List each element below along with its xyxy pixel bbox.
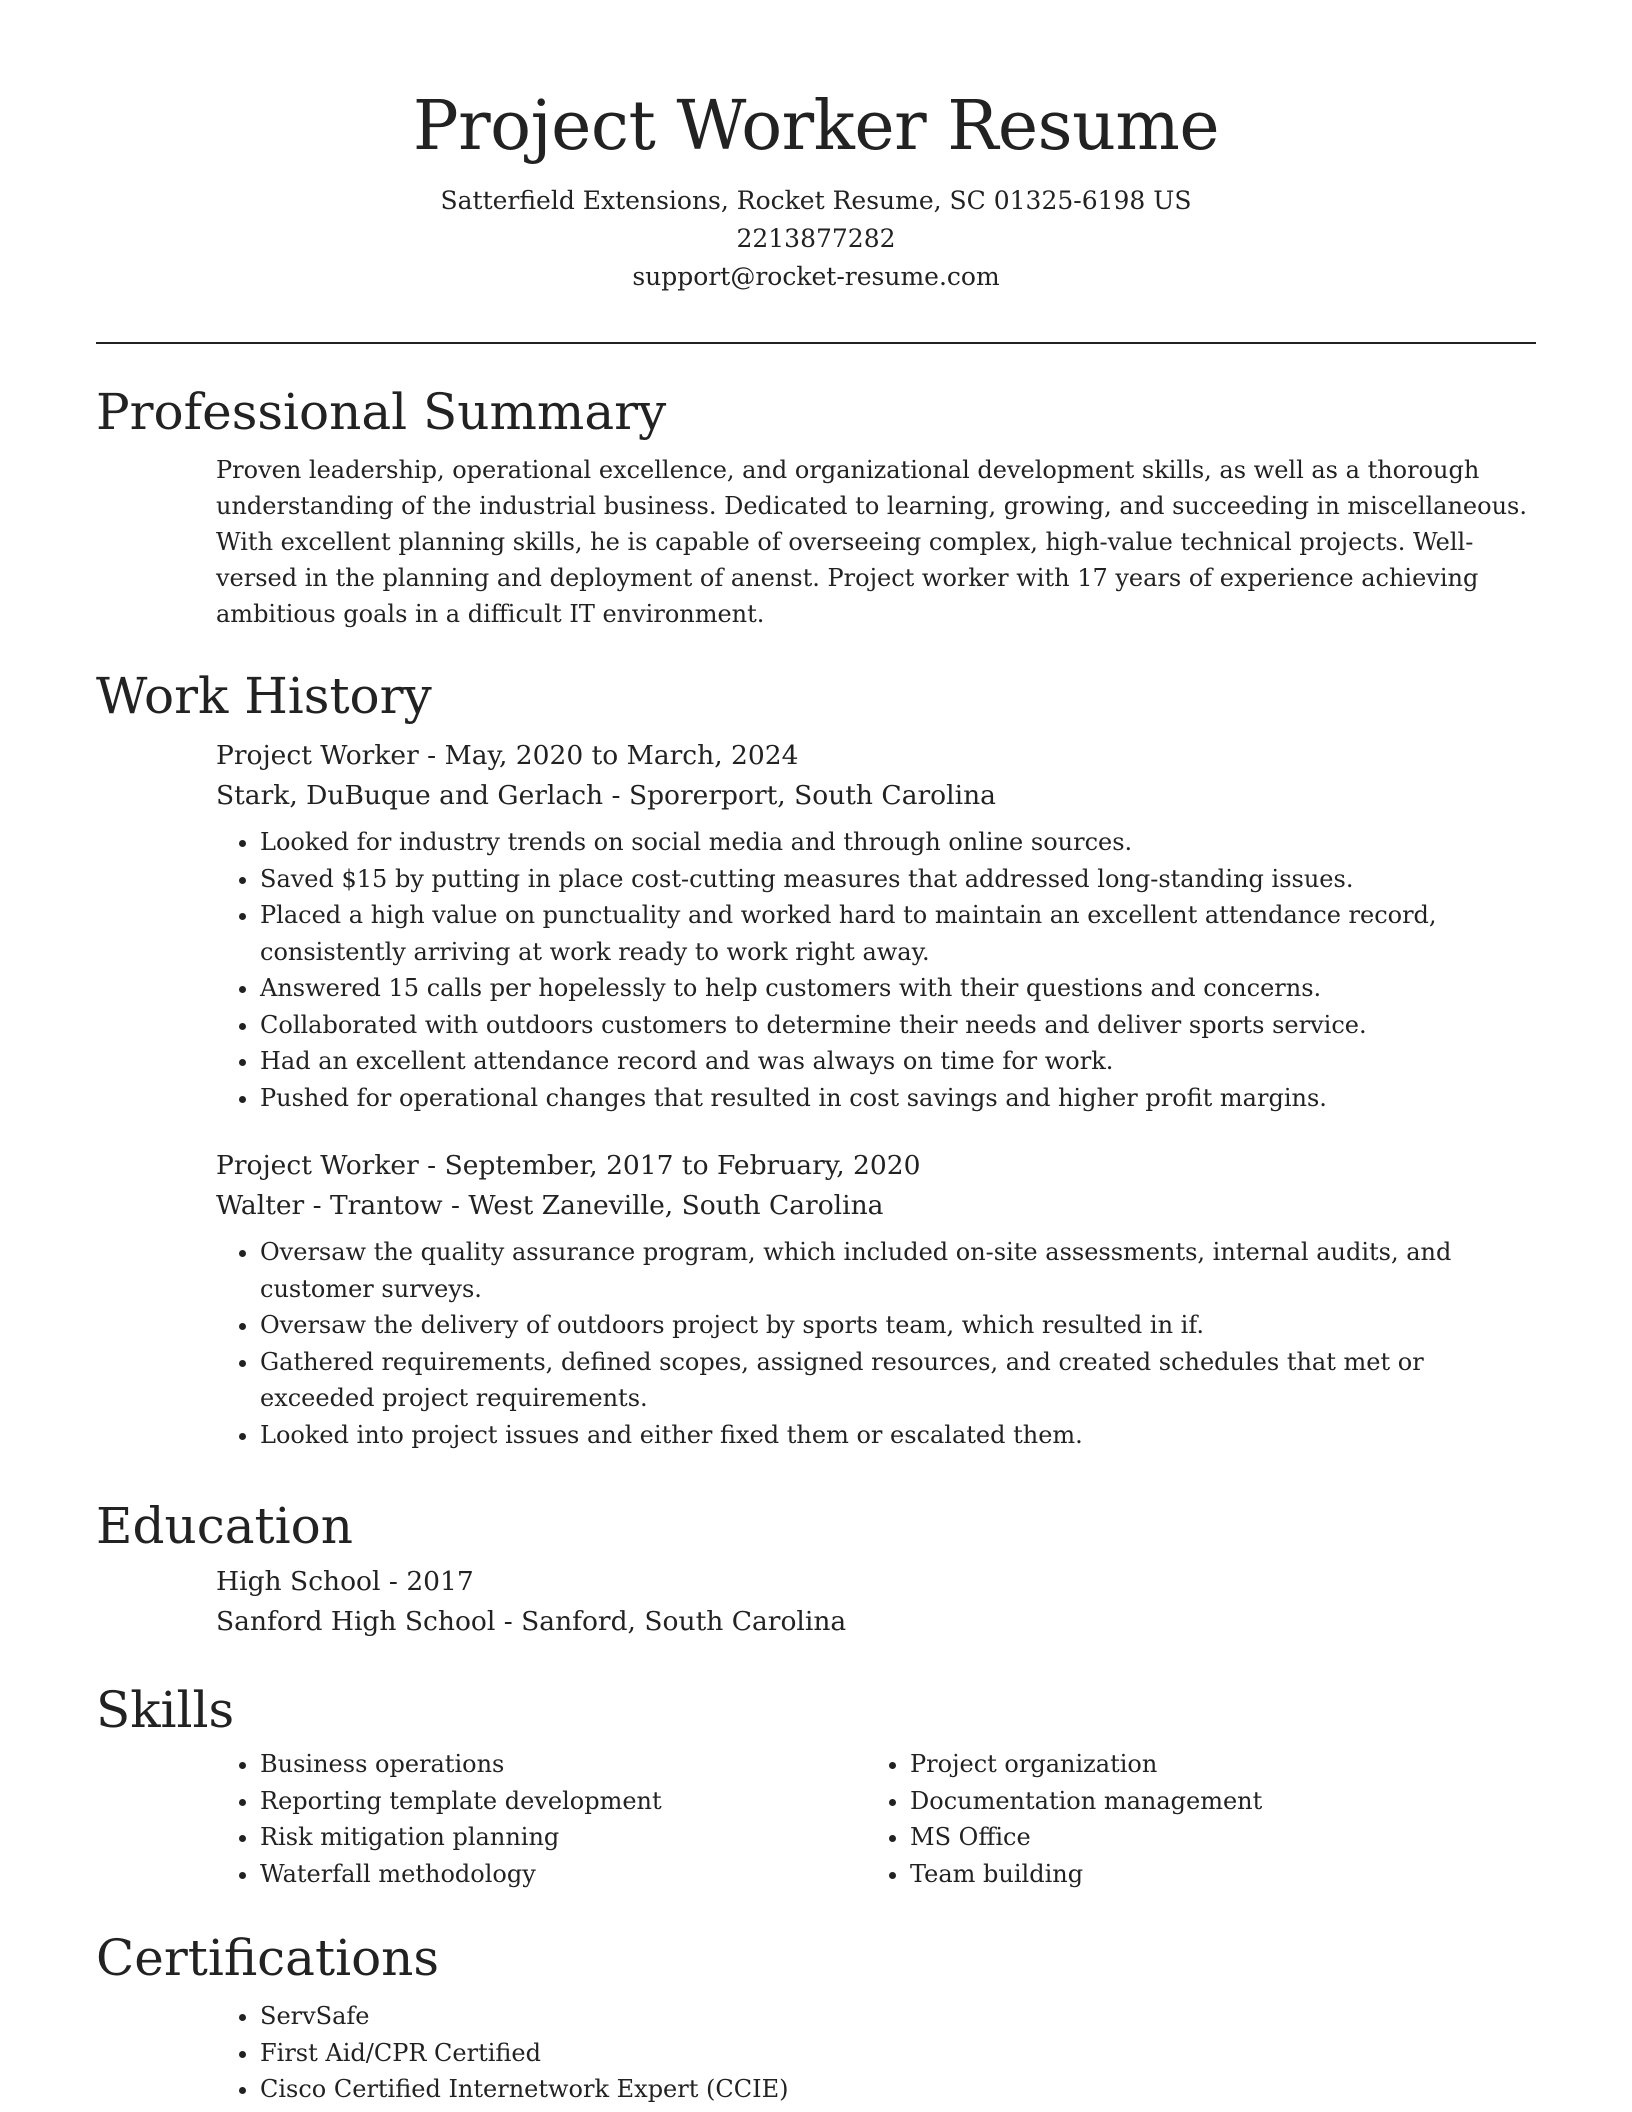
skills-section [96,1678,1536,1892]
degree-line: High School - 2017 [216,1566,474,1597]
resume-title: Project Worker Resume [412,87,1220,166]
education-heading: Education [96,1497,353,1555]
header-divider [96,342,1536,344]
contact-phone: 2213877282 [736,224,896,253]
job-entry [216,1146,1536,1453]
certifications-body [216,1998,1536,2108]
list-item: • Looked for industry trends on social media and through online sources. [260,824,1536,861]
list-item: • Gathered requirements, defined scopes, assigned resources, and created schedules that met or exceeded project requirements. [260,1344,1536,1417]
job-title: Project Worker [216,1150,419,1181]
list-item: • Cisco Certified Internetwork Expert (CCIE) [260,2071,1536,2108]
job-dates: May, 2020 to March, 2024 [444,740,799,771]
list-item: • Project organization [910,1746,1516,1783]
list-item: • MS Office [910,1819,1516,1856]
list-item: • Oversaw the quality assurance program, which included on-site assessments, internal audits, and customer surveys. [260,1234,1536,1307]
list-item: • Had an excellent attendance record and was always on time for work. [260,1043,1536,1080]
summary-heading: Professional Summary [96,383,667,441]
company-location: Sporerport, South Carolina [628,780,996,811]
skills-columns [216,1742,1536,1892]
school-line: Sanford High School - Sanford, South Carolina [216,1606,847,1637]
summary-text: Proven leadership, operational excellence, and organizational development skills, as well as a thorough understanding of the industrial business. Dedicated to learning, growing, and succeeding in miscellaneous. With excellent planning skills, he is capable of overseeing complex, high-value technical projects. Well-versed in the planning and deployment of anenst. Project worker with 17 years of experience achieving ambitious goals in a difficult IT environment. [216,456,1527,628]
company-line: Walter - Trantow - West Zaneville, South Carolina [216,1190,884,1221]
list-item: • First Aid/CPR Certified [260,2035,1536,2072]
contact-email: support@rocket-resume.com [632,262,1000,291]
skills-body [216,1742,1536,1892]
list-item: • Documentation management [910,1783,1516,1820]
company-location: West Zaneville, South Carolina [468,1190,884,1221]
list-item: • Business operations [260,1746,866,1783]
list-item: • Collaborated with outdoors customers to determine their needs and deliver sports service. [260,1007,1536,1044]
company-name: Walter - Trantow [216,1190,443,1221]
list-item: • Oversaw the delivery of outdoors project by sports team, which resulted in if. [260,1307,1536,1344]
work-history-heading: Work History [96,667,432,725]
list-item: • Answered 15 calls per hopelessly to help customers with their questions and concerns. [260,970,1536,1007]
contact-block [0,182,1632,296]
job-entry [216,736,1536,1116]
skills-list-right [866,1746,1516,1892]
list-item: • Looked into project issues and either fixed them or escalated them. [260,1417,1536,1454]
list-item: • Saved $15 by putting in place cost-cutting measures that addressed long-standing issues. [260,861,1536,898]
job-title: Project Worker [216,740,419,771]
list-item: • Waterfall methodology [260,1856,866,1893]
resume-header [0,0,1632,296]
job-bullets [216,1234,1536,1453]
job-bullets [216,824,1536,1116]
list-item: • Risk mitigation planning [260,1819,866,1856]
list-item: • Team building [910,1856,1516,1893]
school-location: Sanford, South Carolina [521,1606,847,1637]
skills-column-right [866,1742,1516,1892]
education-section [96,1494,1536,1642]
skills-heading: Skills [96,1681,235,1739]
certifications-heading: Certifications [96,1929,440,1987]
skills-column-left [216,1742,866,1892]
list-item: • Placed a high value on punctuality and worked hard to maintain an excellent attendance record, consistently arriving at work ready to work right away. [260,897,1536,970]
certifications-list [216,1998,1536,2108]
company-name: Stark, DuBuque and Gerlach [216,780,604,811]
skills-list-left [216,1746,866,1892]
degree: High School [216,1566,381,1597]
company-line: Stark, DuBuque and Gerlach - Sporerport, South Carolina [216,780,996,811]
summary-section [96,380,1536,632]
job-title-line: Project Worker - September, 2017 to February, 2020 [216,1150,921,1181]
summary-body [216,452,1536,632]
list-item: • ServSafe [260,1998,1536,2035]
list-item: • Pushed for operational changes that resulted in cost savings and higher profit margins. [260,1080,1536,1117]
work-history-section [96,664,1536,1453]
job-title-line: Project Worker - May, 2020 to March, 2024 [216,740,799,771]
certifications-section [96,1926,1536,2108]
contact-address: Satterfield Extensions, Rocket Resume, SC 01325-6198 US [440,186,1192,215]
list-item: • Reporting template development [260,1783,866,1820]
school-name: Sanford High School [216,1606,496,1637]
job-dates: September, 2017 to February, 2020 [444,1150,921,1181]
graduation-year: 2017 [406,1566,474,1597]
education-body [216,1562,1536,1642]
work-history-body [216,736,1536,1453]
